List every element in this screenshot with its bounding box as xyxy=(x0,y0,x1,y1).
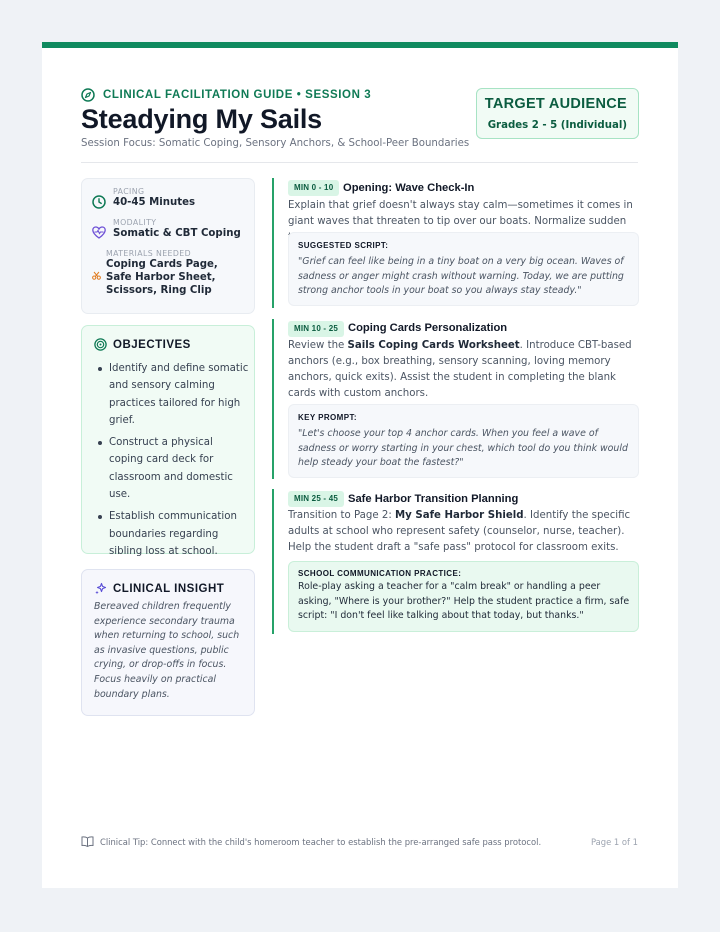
modality-item xyxy=(92,218,241,240)
section-accent-bar xyxy=(272,178,274,308)
section-body: Explain that grief doesn't always stay calm—sometimes it comes in giant waves that threaten to tip over our boats. Normalize sudden xyxy=(288,200,633,227)
objective-item: Identify and define somatic and sensory calming practices tailored for high grief. xyxy=(109,360,249,429)
insight-header xyxy=(94,582,224,595)
sheet-name: My Safe Harbor Shield xyxy=(395,510,524,521)
objectives-header xyxy=(94,338,191,351)
scissors-icon xyxy=(92,271,101,280)
sparkles-icon xyxy=(94,582,107,595)
communication-practice-box xyxy=(288,561,639,632)
compass-icon xyxy=(81,88,95,102)
script-text: "Grief can feel like being in a tiny boat on a very big ocean. Waves of sadness or anger might crash without warning. Today, we are putting strong anchor tools in your boat so you always stay steady." xyxy=(298,256,624,297)
script-label: SUGGESTED SCRIPT: xyxy=(298,241,389,250)
objectives-title: OBJECTIVES xyxy=(113,338,191,351)
section-accent-bar xyxy=(272,489,274,634)
objective-item: Construct a physical coping card deck for classroom and domestic use. xyxy=(109,434,249,503)
prompt-text: "Let's choose your top 4 anchor cards. When you feel a wave of sadness or worry starting in your chest, which tool do you think would help steady your boat the fastest?" xyxy=(298,428,628,469)
practice-label: SCHOOL COMMUNICATION PRACTICE: xyxy=(298,569,462,578)
target-audience-box xyxy=(476,88,639,139)
audience-value: Grades 2 - 5 (Individual) xyxy=(487,120,627,131)
time-badge: MIN 10 - 25 xyxy=(288,321,344,337)
materials-label: MATERIALS NEEDED xyxy=(106,249,191,258)
modality-value: Somatic & CBT Coping xyxy=(113,228,241,239)
suggested-script-box xyxy=(288,232,639,306)
clinical-insight-card xyxy=(81,569,255,716)
section-opening xyxy=(272,178,640,308)
modality-label: MODALITY xyxy=(113,218,157,227)
objective-item: Establish communication boundaries regarding sibling loss at school. xyxy=(109,508,249,560)
section-coping-cards xyxy=(272,319,640,479)
top-accent-bar xyxy=(42,42,678,48)
pacing-label: PACING xyxy=(113,187,145,196)
eyebrow xyxy=(81,88,371,102)
target-icon xyxy=(94,338,107,351)
audience-label: TARGET AUDIENCE xyxy=(484,96,627,112)
time-badge: MIN 25 - 45 xyxy=(288,491,344,507)
page-footer xyxy=(81,836,638,847)
section-body xyxy=(288,508,640,556)
prompt-label: KEY PROMPT: xyxy=(298,413,357,422)
body-text: . Introduce CBT-based anchors (e.g., box breathing, sensory scanning, loving memory anchors, quick exits). Assist the student in completing the blank cards with custom anchors. xyxy=(288,340,632,399)
guide-page xyxy=(42,42,678,888)
materials-item xyxy=(85,249,236,297)
practice-text: Role-play asking a teacher for a "calm break" or handling a peer asking, "Where is your brother?" Help the student practice a firm, safe script: "I don't feel like talking about that today, but thanks." xyxy=(298,581,630,622)
clock-icon xyxy=(92,195,106,209)
session-meta-card xyxy=(81,178,255,314)
objectives-card xyxy=(81,325,255,557)
section-title: Safe Harbor Transition Planning xyxy=(348,493,519,505)
insight-text: Bereaved children frequently experience secondary trauma when returning to school, such as invasive questions, public crying, or drop-offs in focus. Focus heavily on practical boundary plans. xyxy=(94,601,240,700)
section-body xyxy=(288,338,640,402)
body-text: Transition to Page 2: xyxy=(288,510,396,521)
section-title: Coping Cards Personalization xyxy=(348,322,508,334)
time-badge: MIN 0 - 10 xyxy=(288,180,339,196)
session-focus: Session Focus: Somatic Coping, Sensory Anchors, & School-Peer Boundaries xyxy=(81,138,470,149)
worksheet-name: Sails Coping Cards Worksheet xyxy=(347,340,520,351)
heart-pulse-icon xyxy=(92,226,106,239)
materials-value: Coping Cards Page, Safe Harbor Sheet, Scissors, Ring Clip xyxy=(106,259,218,296)
page-number: Page 1 of 1 xyxy=(591,837,638,847)
body-text: . Identify the specific adults at school who represent safety (counselor, nurse, teacher). Help the student draft a "safe pass" protocol for classroom exits. xyxy=(288,510,631,553)
header-divider xyxy=(81,162,638,163)
pacing-item xyxy=(92,187,195,209)
section-accent-bar xyxy=(272,319,274,479)
section-safe-harbor xyxy=(272,489,640,634)
body-text: Review the xyxy=(288,340,348,351)
key-prompt-box xyxy=(288,404,639,478)
section-title: Opening: Wave Check-In xyxy=(343,182,475,194)
insight-title: CLINICAL INSIGHT xyxy=(113,582,225,595)
clinical-tip: Clinical Tip: Connect with the child's homeroom teacher to establish the pre-arranged safe pass protocol. xyxy=(100,836,542,847)
objectives-list xyxy=(109,360,249,565)
eyebrow-text: CLINICAL FACILITATION GUIDE • SESSION 3 xyxy=(103,89,372,101)
page-title: Steadying My Sails xyxy=(81,104,322,134)
pacing-value: 40-45 Minutes xyxy=(113,197,196,208)
book-icon xyxy=(81,836,94,847)
